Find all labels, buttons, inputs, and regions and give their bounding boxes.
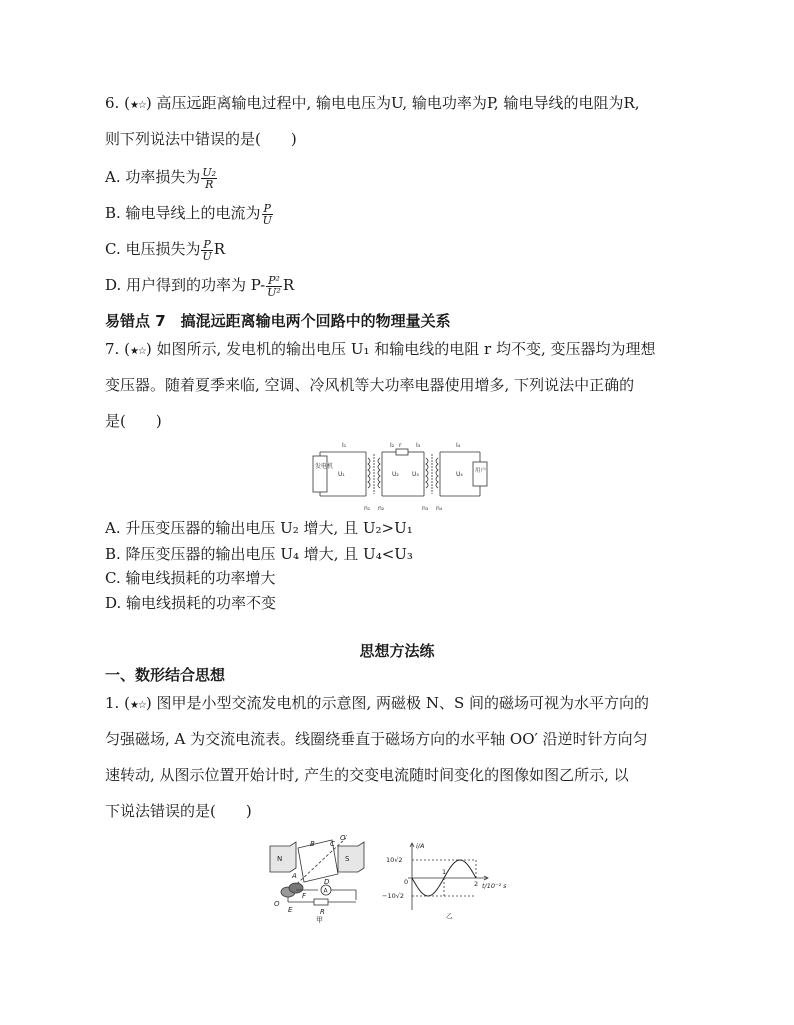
svg-text:甲: 甲	[316, 916, 323, 924]
svg-text:S: S	[345, 855, 350, 863]
svg-text:n₁: n₁	[364, 505, 371, 512]
q7-option-a: A. 升压变压器的输出电压 U₂ 增大, 且 U₂>U₁	[105, 519, 413, 537]
magnet-s	[338, 842, 364, 872]
svg-text:r: r	[399, 442, 402, 449]
section-subtitle: 一、数形结合思想	[105, 666, 226, 684]
q6-option-c: C. 电压损失为 $\frac{P}{U}$ R	[105, 237, 226, 263]
user-box	[473, 462, 487, 486]
svg-text:I₃: I₃	[416, 442, 421, 449]
q6-option-a: A. 功率损失为 $\frac{\text{U₂}}{R}$	[105, 165, 217, 191]
generator-label-1: 发电机	[315, 463, 334, 470]
q7-option-b: B. 降压变压器的输出电压 U₄ 增大, 且 U₄<U₃	[105, 545, 413, 563]
svg-text:U₂: U₂	[392, 471, 399, 478]
difficulty-stars-icon: ★☆	[129, 100, 146, 111]
svg-text:N: N	[277, 855, 283, 863]
q1-line4: 下说法错误的是( )	[105, 802, 252, 820]
svg-text:E: E	[288, 906, 293, 914]
svg-text:−10√2: −10√2	[382, 892, 404, 900]
svg-text:I₂: I₂	[390, 442, 395, 449]
fraction: $\frac{\text{P²}}{\text{U²}}$	[267, 273, 281, 299]
svg-text:B: B	[310, 840, 315, 848]
svg-text:乙: 乙	[446, 912, 453, 920]
svg-text:1: 1	[442, 868, 447, 876]
step-down-secondary-coil	[436, 458, 438, 488]
q1-line2: 匀强磁场, A 为交流电流表。线圈绕垂直于磁场方向的水平轴 OO′ 沿逆时针方向匀	[105, 730, 648, 748]
fraction: $\frac{\text{U₂}}{R}$	[202, 165, 217, 191]
fraction: $\frac{P}{U}$	[202, 237, 212, 263]
generator-diagram	[266, 834, 378, 924]
svg-text:A: A	[292, 872, 297, 880]
magnet-n	[270, 842, 296, 872]
svg-text:i/A: i/A	[416, 842, 425, 850]
svg-text:10√2: 10√2	[386, 856, 403, 864]
svg-text:I₄: I₄	[456, 442, 461, 449]
q6-option-b: B. 输电导线上的电流为 $\frac{P}{U}$	[105, 201, 272, 227]
svg-text:2: 2	[474, 880, 479, 888]
q6-option-d: D. 用户得到的功率为 P- $\frac{\text{P²}}{\text{U²}}$ R	[105, 273, 295, 299]
svg-text:R: R	[320, 908, 325, 916]
svg-text:I₁: I₁	[342, 442, 347, 449]
svg-text:n₄: n₄	[436, 505, 443, 512]
step-up-primary-coil	[368, 458, 370, 488]
step-up-secondary-coil	[378, 458, 380, 488]
q7-option-c: C. 输电线损耗的功率增大	[105, 569, 276, 587]
current-time-graph	[380, 838, 510, 922]
difficulty-stars-icon: ★☆	[129, 700, 146, 711]
svg-text:n₃: n₃	[422, 505, 429, 512]
q7-line2: 变压器。随着夏季来临, 空调、冷风机等大功率电器使用增多, 下列说法中正确的	[105, 376, 635, 394]
svg-text:t/10⁻² s: t/10⁻² s	[482, 882, 507, 890]
error-point-heading: 易错点 7 搞混远距离输电两个回路中的物理量关系	[105, 312, 451, 330]
line-resistor	[396, 449, 408, 455]
svg-text:A: A	[323, 887, 328, 895]
transmission-circuit-diagram	[308, 438, 498, 516]
svg-text:U₄: U₄	[456, 471, 463, 478]
svg-text:O′: O′	[340, 834, 348, 842]
q7-line3: 是( )	[105, 412, 162, 430]
section-title: 思想方法练	[359, 642, 435, 660]
q6-line1: 6. (★☆) 高压远距离输电过程中, 输电电压为U, 输电功率为P, 输电导线的电阻为R,	[105, 94, 640, 112]
q7-option-d: D. 输电线损耗的功率不变	[105, 594, 277, 612]
svg-text:0: 0	[404, 878, 409, 886]
q7-line1: 7. (★☆) 如图所示, 发电机的输出电压 U₁ 和输电线的电阻 r 均不变, 变压器均为理想	[105, 340, 656, 358]
svg-text:C: C	[330, 840, 335, 848]
resistor-r	[314, 899, 328, 905]
svg-text:F: F	[302, 892, 307, 900]
difficulty-stars-icon: ★☆	[129, 346, 146, 357]
slip-ring-2	[289, 883, 303, 893]
user-label: 用户	[475, 468, 487, 474]
step-down-primary-coil	[426, 458, 428, 488]
q6-line2: 则下列说法中错误的是( )	[105, 130, 297, 148]
svg-text:U₃: U₃	[412, 471, 419, 478]
svg-text:n₂: n₂	[378, 505, 385, 512]
q1-line3: 速转动, 从图示位置开始计时, 产生的交变电流随时间变化的图像如图乙所示, 以	[105, 766, 629, 784]
q1-line1: 1. (★☆) 图甲是小型交流发电机的示意图, 两磁极 N、S 间的磁场可视为水平方向的	[105, 694, 649, 712]
svg-text:O: O	[274, 900, 280, 908]
svg-text:U₁: U₁	[338, 471, 345, 478]
fraction: $\frac{P}{U}$	[262, 201, 272, 227]
svg-text:D: D	[324, 878, 330, 886]
generator-box	[313, 456, 327, 492]
